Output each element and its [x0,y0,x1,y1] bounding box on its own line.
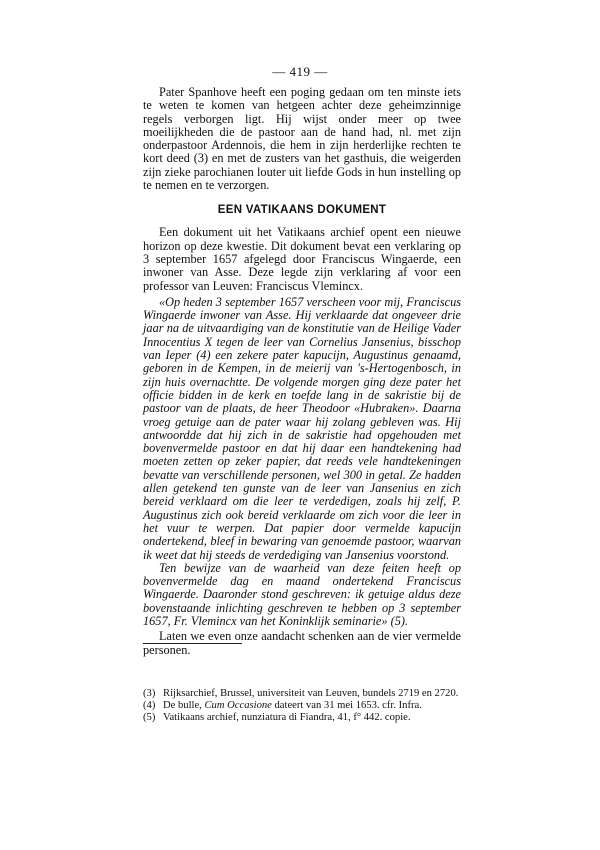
paragraph-spanhove: Pater Spanhove heeft een poging gedaan om ten minste iets te weten te komen van hetgeen achter deze geheimzinnige regels verborgen ligt. Hij wijst onder meer op twee moeilijkheden die de pastoor aan de hand had, nl. met zijn onderpastoor Ardennois, die hem in zijn herderlijke rechten te kort deed (3) en met de zusters van het gasthuis, die weigerden zijn zieke parochianen louter uit liefde Gods in hun instelling op te nemen en te verzorgen. [143,85,461,193]
section-heading: EEN VATIKAANS DOKUMENT [217,204,387,217]
footnote-3: (3) Rijksarchief, Brussel, universiteit van Leuven, bundels 2719 en 2720. [143,688,459,699]
page-number: — 419 — [272,64,328,79]
quote-declaration: «Op heden 3 september 1657 verscheen voor mij, Franciscus Wingaerde inwoner van Asse. Hij verklaarde dat ongeveer drie jaar na de uitvaardiging van de konstitutie van de Heilige Vader Innocentius X tegen de leer van Cornelius Jansenius, bisschop van Ieper (4) een zekere pater kapucijn, Augustinus genaamd, geboren in de Kempen, in de meierij van 's-Hertogenbosch, in zijn huis overnachtte. De volgende morgen ging deze pater het officie bidden in de kerk en toefde lang in de sakristie bij de pastoor van de plaats, de heer Theodoor «Hubraken». Daarna vroeg getuige aan de pater waar hij zolang gebleven was. Hij antwoordde dat hij zich in de sakristie had opgehouden met bovenvermelde pastoor en dat hij daar een handtekening had moeten zetten op zeker papier, dat reeds vele handtekeningen bevatte van verschillende personen, wel 300 in getal. Ze hadden allen getekend ten gunste van de leer van Jansenius en zich bereid verklaard om die leer te verdedigen, zoals hij zelf, P. Augustinus zich ook bereid verklaarde om zich voor die leer in het vuur te werpen. Dat papier door vermelde kapucijn ondertekend, bleef in bewaring van genoemde pastoor, waarvan ik weet dat hij steeds de verdediging van Jansenius voorstond. [143,294,461,562]
body-column [143,86,461,657]
footnote-4: (4) De bulle, Cum Occasione dateert van 31 mei 1653. cfr. Infra. [143,700,422,711]
footnotes [143,688,473,724]
quote-closing: Ten bewijze van de waarheid van deze feiten heeft op bovenvermelde dag en maand ondertekend Franciscus Wingaerde. Daaronder stond geschreven: ik getuige aldus deze bovenstaande inlichting geschreven te hebben op 3 september 1657, Fr. Vlemincx van het Koninklijk seminarie» (5). [143,560,461,628]
footnote-5: (5) Vatikaans archief, nunziatura di Fiandra, 41, f° 442. copie. [143,712,411,723]
paragraph-document: Een dokument uit het Vatikaans archief opent een nieuwe horizon op deze kwestie. Dit dokument bevat een verklaring op 3 september 1657 afgelegd door Franciscus Wingaerde, een inwoner van Asse. Deze legde zijn verklaring af voor een professor van Leuven: Franciscus Vlemincx. [143,225,461,293]
paragraph-persons: Laten we even onze aandacht schenken aan de vier vermelde personen. [143,629,461,657]
footnote-divider [143,643,242,644]
